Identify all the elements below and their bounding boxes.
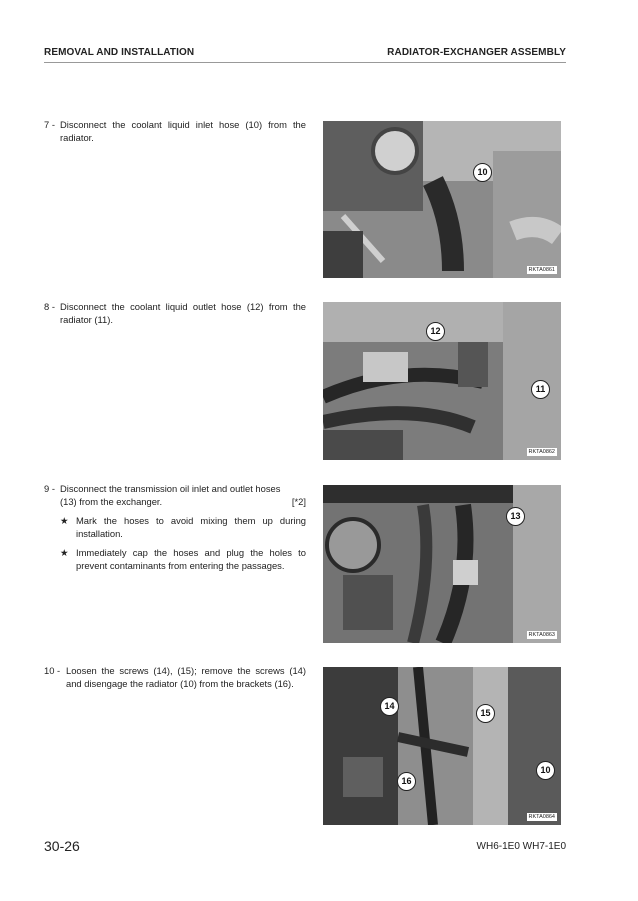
step-9-photo (323, 485, 561, 643)
callout-10: 10 (536, 761, 555, 780)
step-8 (44, 300, 306, 326)
step-text: Loosen the screws (14), (15); remove the screws (14) and disengage the radiator (10) from the brackets (16). (66, 665, 306, 689)
photo-code: RKTA0861 (528, 267, 555, 273)
callout-12: 12 (426, 322, 445, 341)
callout-11: 11 (531, 380, 550, 399)
star-icon: ★ (60, 515, 69, 526)
note-text: Immediately cap the hoses and plug the holes to prevent contaminants from entering the passages. (76, 547, 306, 571)
star-icon: ★ (60, 547, 69, 558)
page-title: RADIATOR-EXCHANGER ASSEMBLY (387, 47, 566, 58)
step-8-photo (323, 302, 561, 460)
callout-15: 15 (476, 704, 495, 723)
step-9 (44, 482, 306, 572)
note-item (44, 546, 306, 572)
callout-14: 14 (380, 697, 399, 716)
callout-10: 10 (473, 163, 492, 182)
note-item (44, 514, 306, 540)
photo-code: RKTA0864 (528, 814, 555, 820)
photo-code: RKTA0863 (528, 632, 555, 638)
step-text: Disconnect the coolant liquid outlet hose (12) from the radiator (11). (60, 301, 306, 325)
cross-reference: [*2] (291, 496, 306, 507)
step-10 (44, 664, 306, 690)
page-number: 30-26 (44, 838, 80, 854)
section-heading: REMOVAL AND INSTALLATION (44, 47, 195, 58)
step-text-line1: Disconnect the transmission oil inlet and outlet hoses (60, 483, 281, 494)
step-number: 7 - (44, 119, 55, 130)
model-label: WH6-1E0 WH7-1E0 (476, 841, 566, 852)
photo-code: RKTA0862 (528, 449, 555, 455)
step-number: 9 - (44, 483, 55, 494)
note-text: Mark the hoses to avoid mixing them up during installation. (76, 515, 306, 539)
step-text: Disconnect the coolant liquid inlet hose (10) from the radiator. (60, 119, 306, 143)
callout-16: 16 (397, 772, 416, 791)
step-7-photo (323, 121, 561, 278)
step-number: 8 - (44, 301, 55, 312)
callout-13: 13 (506, 507, 525, 526)
header-rule (44, 62, 566, 63)
step-7 (44, 118, 306, 144)
step-10-photo (323, 667, 561, 825)
step-number: 10 - (44, 665, 61, 676)
step-text-line2: (13) from the exchanger. (60, 496, 163, 507)
